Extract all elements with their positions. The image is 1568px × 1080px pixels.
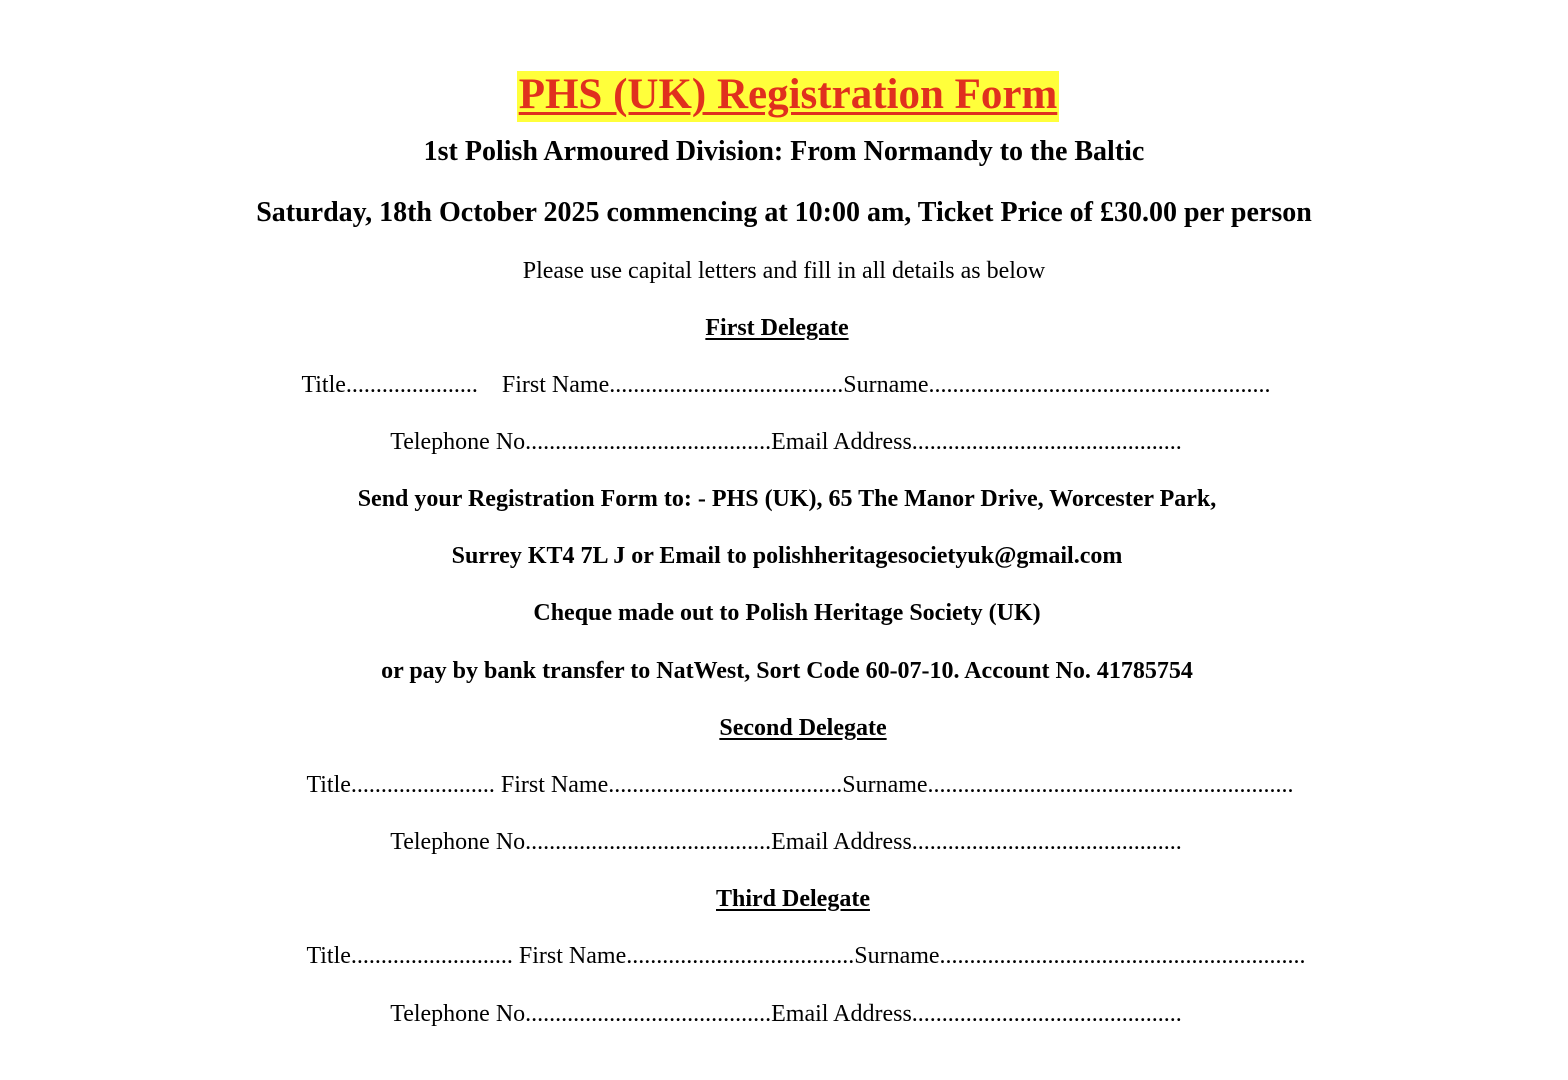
- event-details: Saturday, 18th October 2025 commencing at 10:00 am, Ticket Price of £30.00 per person: [256, 197, 1312, 228]
- send-info-line-3: Cheque made out to Polish Heritage Society (UK): [533, 600, 1041, 626]
- third-delegate-contact-line: Telephone No.........................................Email Address.............................................: [390, 1001, 1182, 1027]
- second-delegate-contact-line: Telephone No.........................................Email Address.............................................: [390, 829, 1182, 855]
- event-subtitle: 1st Polish Armoured Division: From Normandy to the Baltic: [423, 136, 1145, 167]
- instructions-text: Please use capital letters and fill in all details as below: [522, 258, 1046, 284]
- title-block: [0, 55, 1568, 122]
- second-delegate-heading: Second Delegate: [719, 715, 887, 741]
- third-delegate-heading: Third Delegate: [716, 886, 870, 912]
- first-delegate-heading: First Delegate: [705, 315, 849, 341]
- first-delegate-name-line: Title...................... First Name.......................................Surname.........................................................: [301, 372, 1271, 398]
- third-delegate-name-line: Title........................... First Name......................................Surname.............................................................: [306, 943, 1306, 969]
- send-info-line-1: Send your Registration Form to: - PHS (UK), 65 The Manor Drive, Worcester Park,: [357, 486, 1217, 512]
- send-info-line-4: or pay by bank transfer to NatWest, Sort Code 60-07-10. Account No. 41785754: [381, 658, 1193, 684]
- first-delegate-contact-line: Telephone No.........................................Email Address.............................................: [390, 429, 1182, 455]
- second-delegate-name-line: Title........................ First Name.......................................Surname.............................................................: [306, 772, 1294, 798]
- send-info-line-2: Surrey KT4 7L J or Email to polishheritagesocietyuk@gmail.com: [451, 543, 1123, 569]
- page-title: PHS (UK) Registration Form: [517, 71, 1060, 122]
